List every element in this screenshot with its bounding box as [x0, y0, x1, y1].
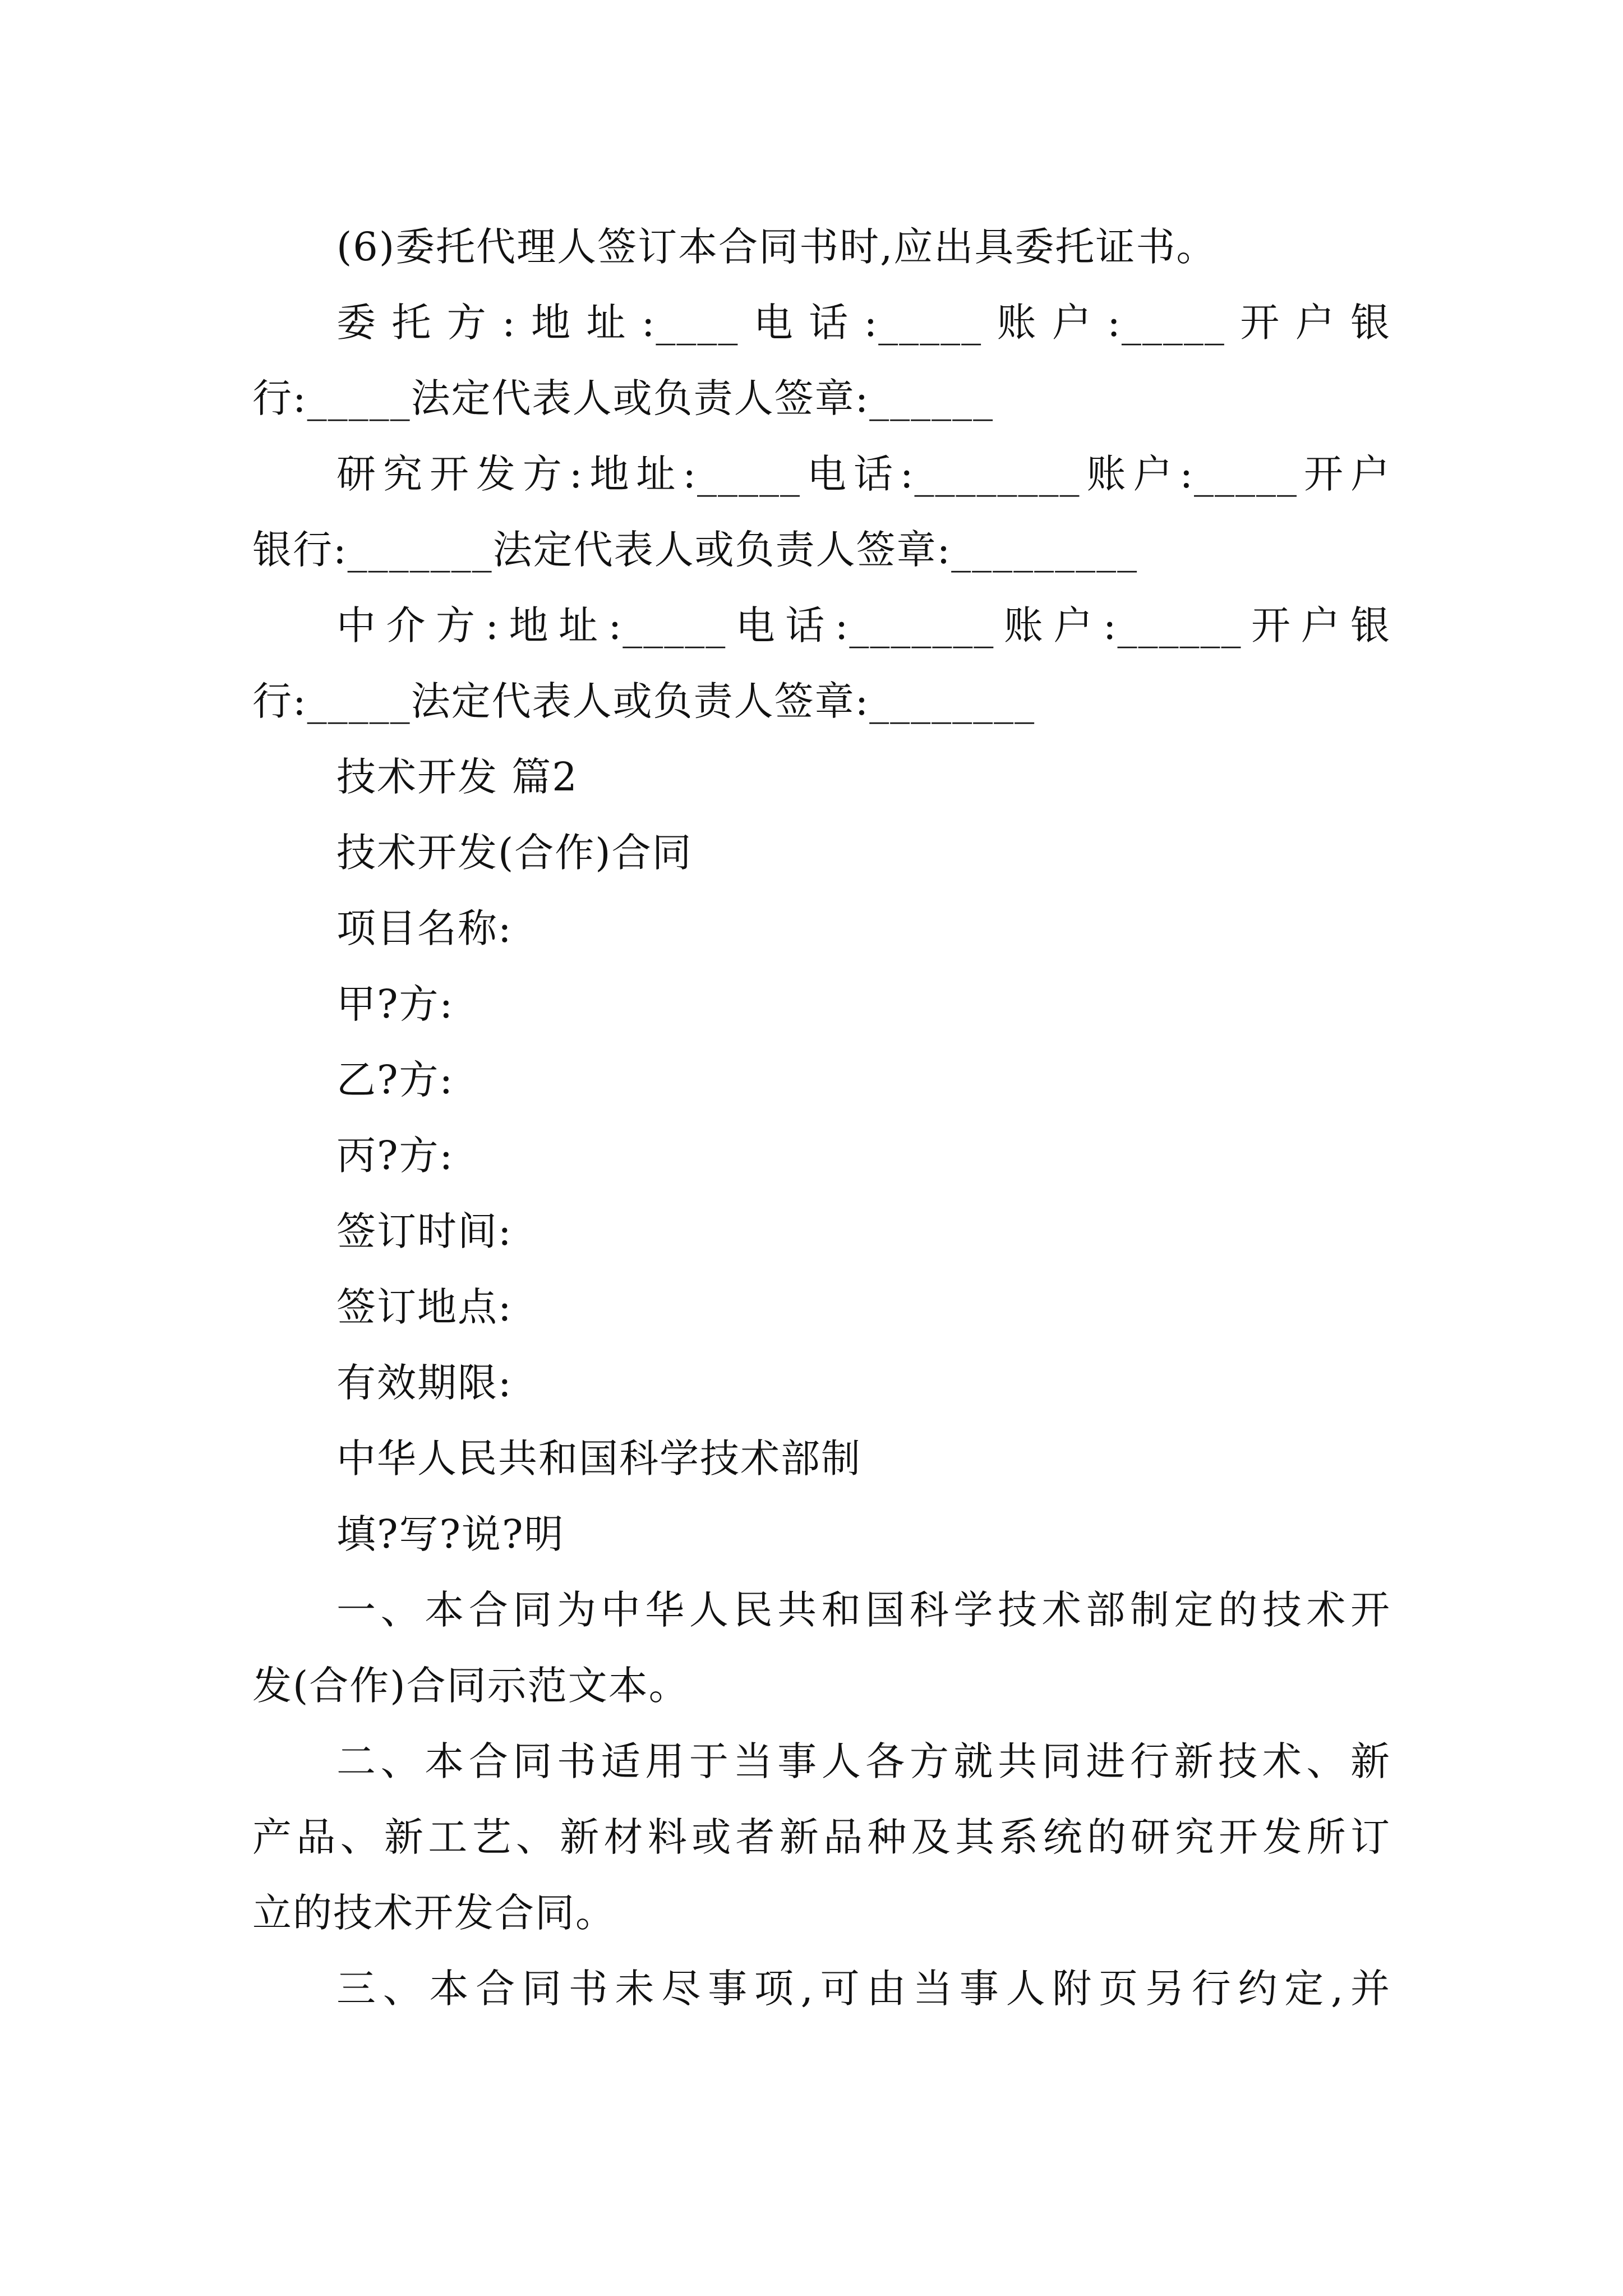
section-heading: 技术开发 篇2: [336, 754, 578, 800]
intermediary-info-line-2: 行:_____法定代表人或负责人签章:________: [252, 678, 1036, 724]
instruction-2-line-3: 立的技术开发合同。: [252, 1890, 616, 1936]
instruction-1-line-2: 发(合作)合同示范文本。: [252, 1663, 689, 1709]
issuing-authority: 中华人民共和国科学技术部制: [336, 1435, 861, 1481]
signing-time-label: 签订时间:: [336, 1208, 513, 1254]
party-c-label: 丙?方:: [336, 1133, 454, 1179]
instruction-2-line-2: 产品、新工艺、新材料或者新品种及其系统的研究开发所订: [252, 1814, 1391, 1860]
signing-place-label: 签订地点:: [336, 1284, 513, 1330]
instructions-heading: 填?写?说?明: [336, 1511, 565, 1557]
validity-period-label: 有效期限:: [336, 1360, 513, 1406]
entrust-certificate-clause: (6)委托代理人签订本合同书时,应出具委托证书。: [336, 224, 1217, 270]
client-info-line-1: 委托方:地址:____电话:_____账户:_____开户银: [336, 300, 1391, 346]
party-a-label: 甲?方:: [336, 981, 454, 1027]
party-b-label: 乙?方:: [336, 1057, 454, 1103]
instruction-1-line-1: 一、本合同为中华人民共和国科学技术部制定的技术开: [336, 1587, 1391, 1633]
developer-info-line-1: 研究开发方:地址:_____电话:________账户:_____开户: [336, 451, 1391, 497]
project-name-label: 项目名称:: [336, 905, 513, 951]
developer-info-line-2: 银行:_______法定代表人或负责人签章:_________: [252, 527, 1138, 573]
intermediary-info-line-1: 中介方:地址:_____电话:_______账户:______开户银: [336, 602, 1391, 648]
instruction-3-line-1: 三、本合同书未尽事项,可由当事人附页另行约定,并: [336, 1966, 1391, 2012]
client-info-line-2: 行:_____法定代表人或负责人签章:______: [252, 375, 994, 421]
instruction-2-line-1: 二、本合同书适用于当事人各方就共同进行新技术、新: [336, 1738, 1391, 1784]
contract-title: 技术开发(合作)合同: [336, 830, 693, 876]
